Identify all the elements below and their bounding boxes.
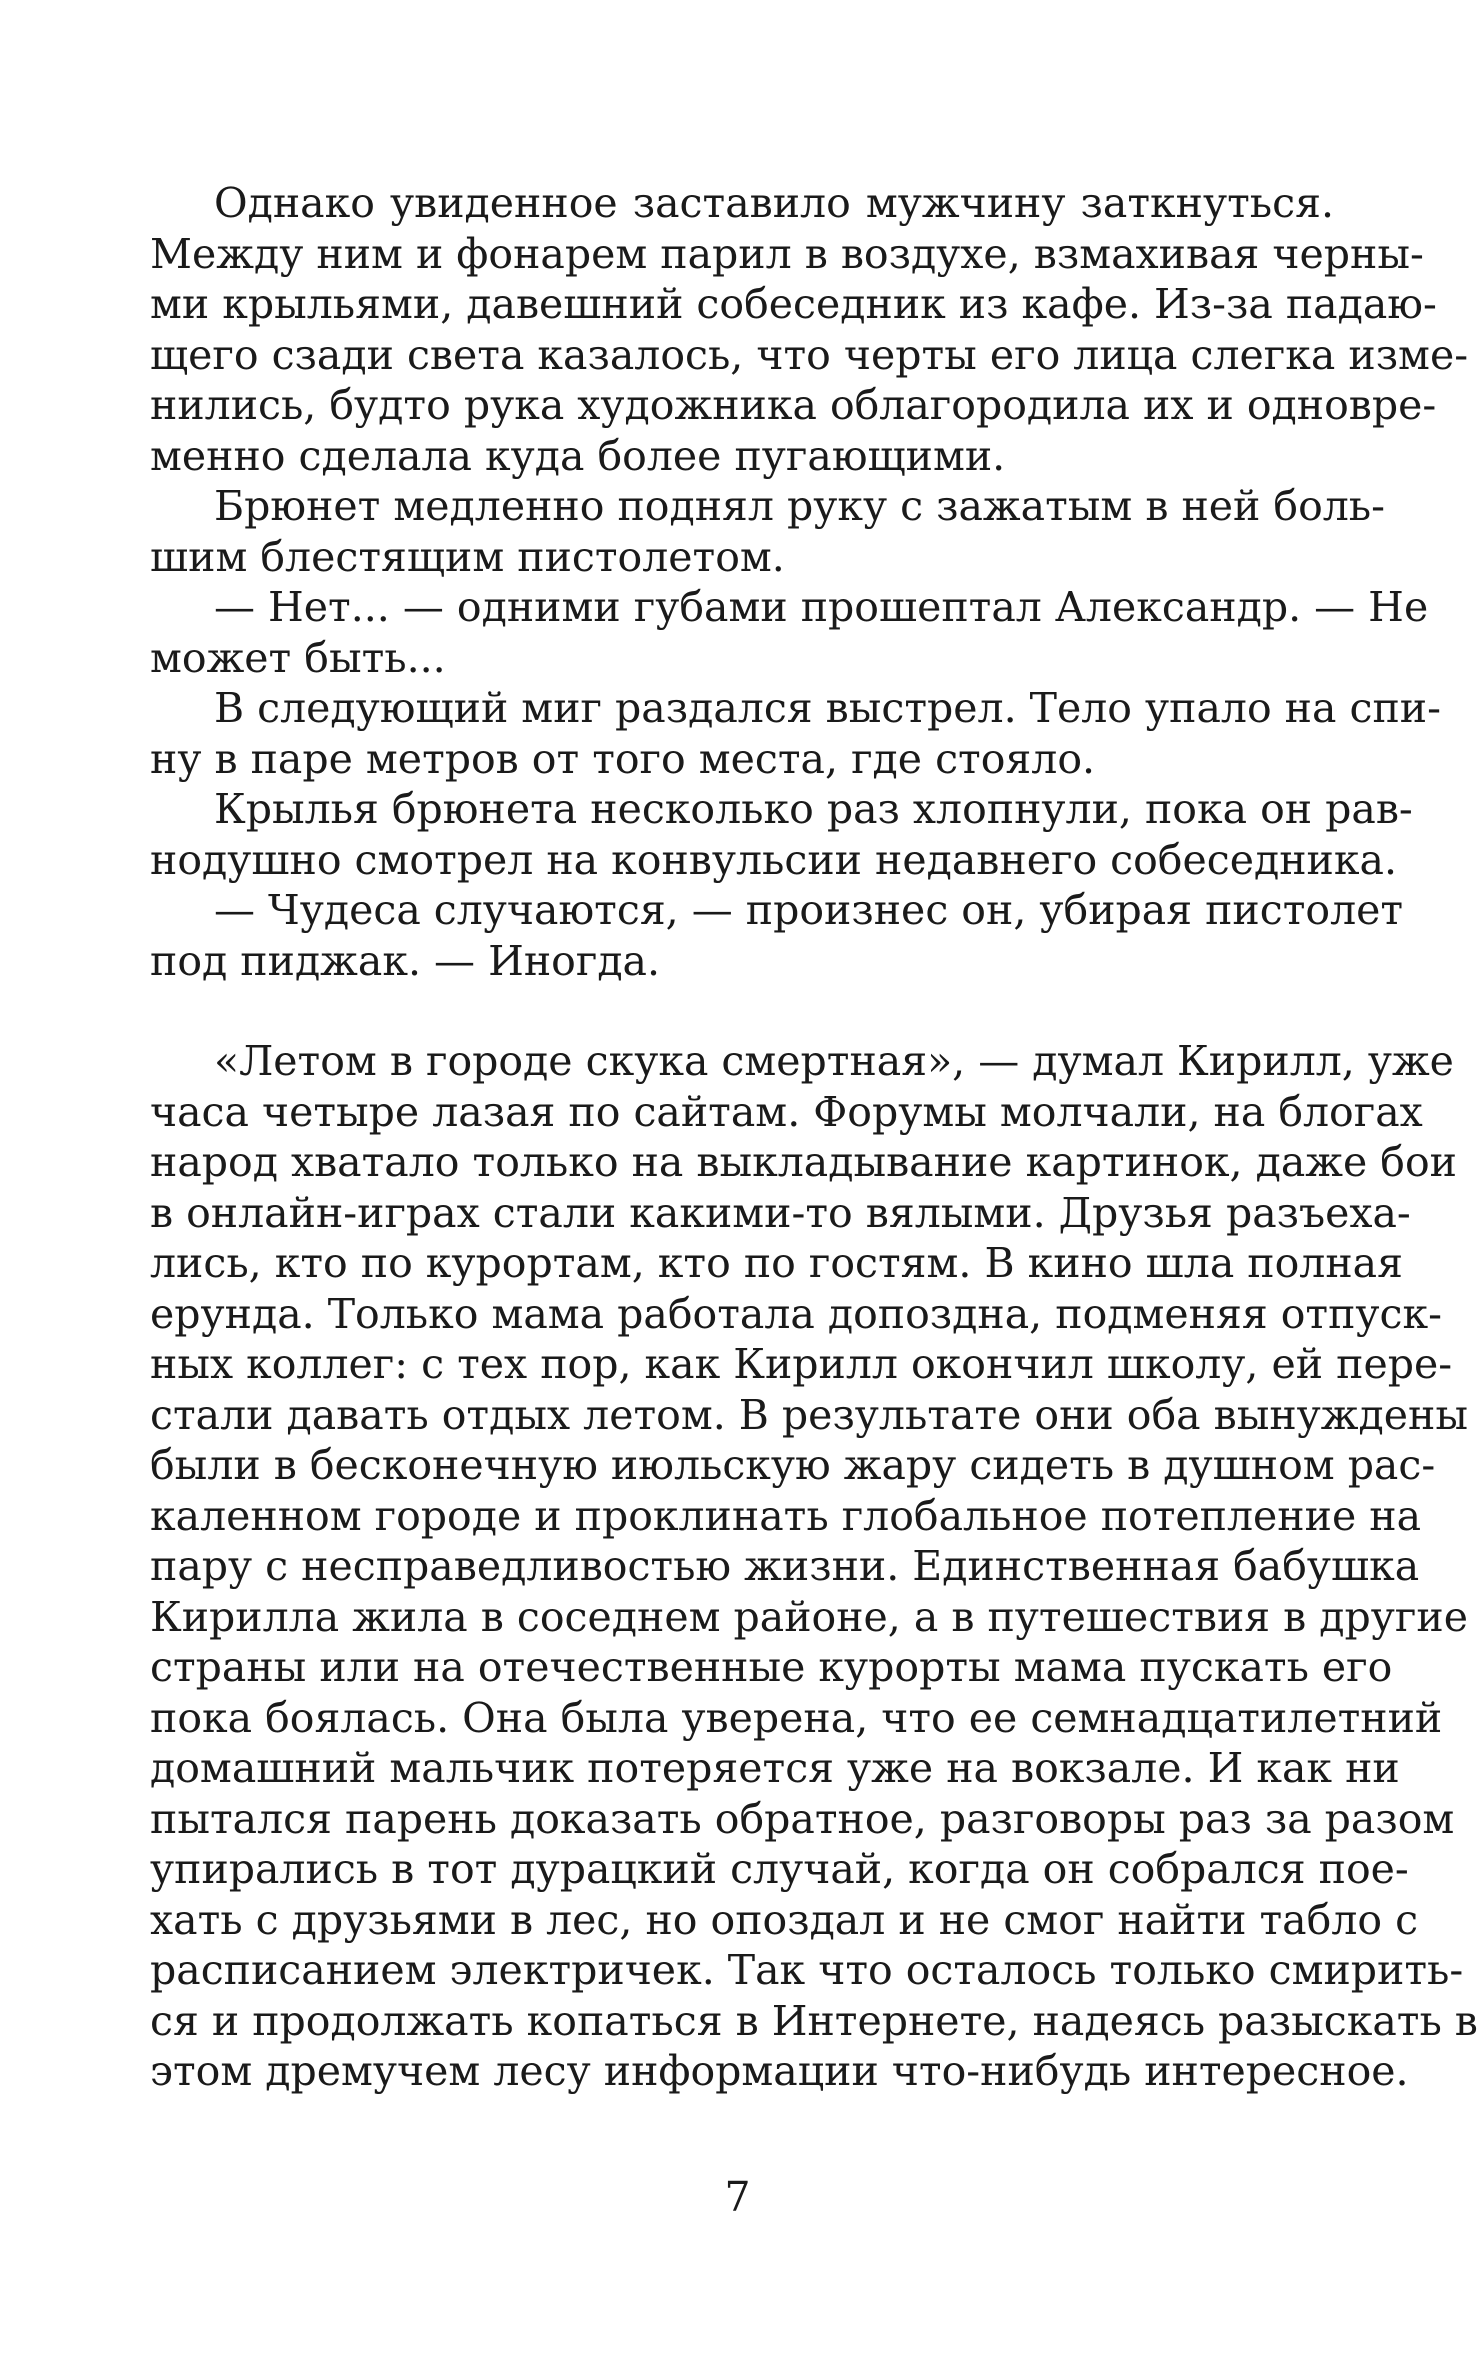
text-line: ся и продолжать копаться в Интернете, надеясь разыскать в — [150, 1996, 1478, 2045]
text-line: — Нет... — одними губами прошептал Александр. — Не — [214, 583, 1429, 631]
text-line: под пиджак. — Иногда. — [150, 936, 661, 985]
text-line: стали давать отдых летом. В результате они оба вынуждены — [150, 1390, 1468, 1439]
text-line: Однако увиденное заставило мужчину заткнуться. — [214, 179, 1334, 227]
text-line: ных коллег: с тех пор, как Кирилл окончил школу, ей пере- — [150, 1340, 1453, 1388]
text-line: В следующий миг раздался выстрел. Тело упало на спи- — [214, 684, 1441, 732]
text-line: домашний мальчик потеряется уже на вокзале. И как ни — [150, 1744, 1400, 1792]
text-line: шим блестящим пистолетом. — [150, 532, 785, 581]
paragraph — [150, 885, 1404, 986]
paragraph — [150, 582, 1429, 683]
text-line: нодушно смотрел на конвульсии недавнего собеседника. — [150, 835, 1397, 884]
text-line: в онлайн-играх стали какими-то вялыми. Друзья разъеха- — [150, 1188, 1411, 1237]
text-line: Брюнет медленно поднял руку с зажатым в ней боль- — [214, 482, 1385, 530]
text-line: ну в паре метров от того места, где стояло. — [150, 734, 1096, 783]
text-line: этом дремучем лесу информации что-нибудь интересное. — [150, 2047, 1409, 2095]
text-line: менно сделала куда более пугающими. — [150, 431, 1006, 480]
text-line: лись, кто по курортам, кто по гостям. В кино шла полная — [150, 1239, 1403, 1287]
text-line: часа четыре лазая по сайтам. Форумы молчали, на блогах — [150, 1087, 1423, 1136]
paragraph — [150, 481, 1385, 582]
text-line: нились, будто рука художника облагородила их и одновре- — [150, 381, 1437, 429]
text-line: каленном городе и проклинать глобальное потепление на — [150, 1491, 1422, 1540]
paragraph — [150, 1036, 1478, 2097]
text-line: ерунда. Только мама работала допоздна, подменяя отпуск- — [150, 1289, 1443, 1338]
text-line: страны или на отечественные курорты мама пускать его — [150, 1643, 1393, 1691]
text-line: Между ним и фонарем парил в воздухе, взмахивая черны- — [150, 229, 1424, 278]
text-line: ми крыльями, давешний собеседник из кафе. Из-за падаю- — [150, 280, 1437, 328]
text-line: — Чудеса случаются, — произнес он, убирая пистолет — [214, 886, 1404, 934]
text-line: пока боялась. Она была уверена, что ее семнадцатилетний — [150, 1693, 1443, 1742]
text-line: хать с друзьями в лес, но опоздал и не смог найти табло с — [150, 1895, 1419, 1944]
paragraph — [150, 683, 1441, 784]
text-line: Крылья брюнета несколько раз хлопнули, пока он рав- — [214, 785, 1413, 833]
page-body — [150, 178, 1478, 2097]
paragraph — [150, 784, 1413, 885]
text-line: были в бесконечную июльскую жару сидеть в душном рас- — [150, 1441, 1436, 1489]
text-line: упирались в тот дурацкий случай, когда он собрался пое- — [150, 1845, 1409, 1893]
text-line: может быть... — [150, 633, 446, 682]
page-number: 7 — [724, 2173, 751, 2221]
text-line: «Летом в городе скука смертная», — думал Кирилл, уже — [214, 1037, 1454, 1085]
text-line: пытался парень доказать обратное, разговоры раз за разом — [150, 1794, 1455, 1843]
text-line: пару с несправедливостью жизни. Единственная бабушка — [150, 1542, 1420, 1590]
text-line: расписанием электричек. Так что осталось только смирить- — [150, 1946, 1464, 1994]
text-line: Кирилла жила в соседнем районе, а в путешествия в другие — [150, 1592, 1468, 1641]
text-line: народ хватало только на выкладывание картинок, даже бои — [150, 1138, 1457, 1186]
text-line: щего сзади света казалось, что черты его лица слегка изме- — [150, 330, 1469, 379]
section-break — [150, 986, 1334, 1036]
paragraph — [150, 178, 1469, 481]
